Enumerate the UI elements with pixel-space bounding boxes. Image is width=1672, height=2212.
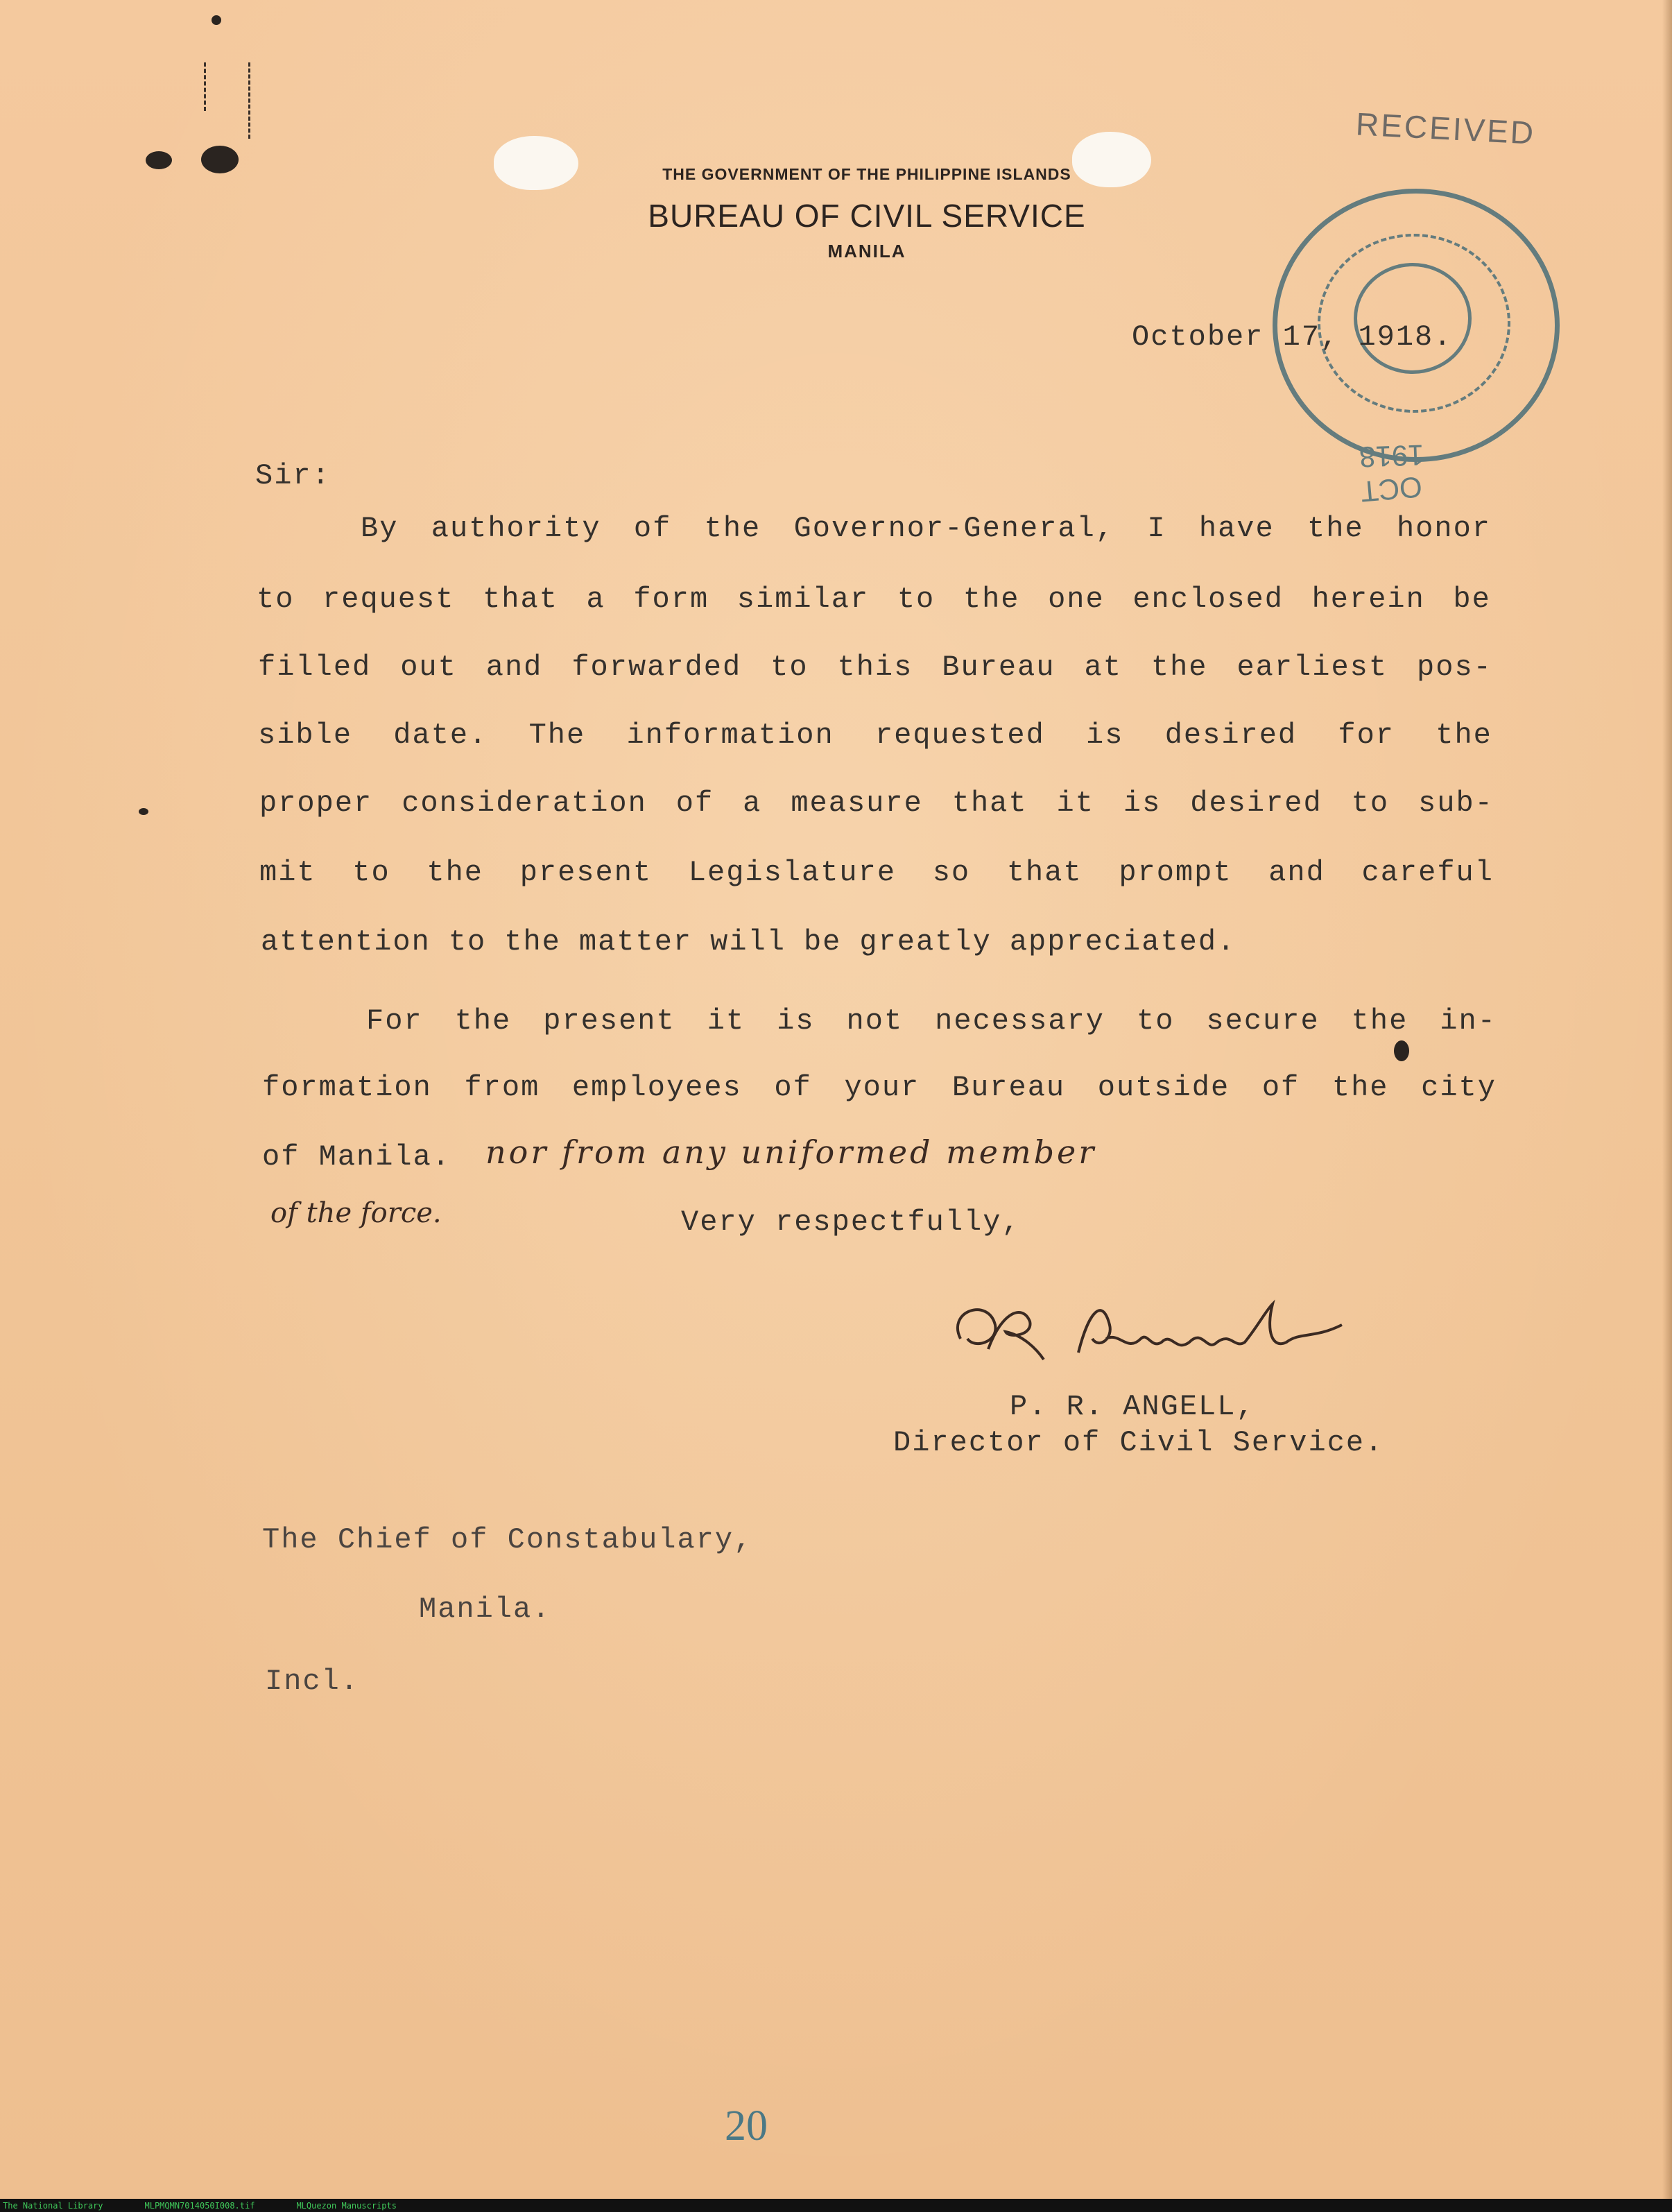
body-word: greatly	[859, 925, 992, 959]
ink-speck	[139, 808, 148, 815]
body-word: this	[837, 651, 913, 684]
body-word: requested	[874, 719, 1045, 752]
margin-mark	[204, 62, 206, 111]
body-word: be	[803, 925, 842, 959]
body-word: information	[626, 719, 834, 752]
body-word: from	[464, 1071, 540, 1104]
body-word: mit	[259, 856, 316, 889]
body-word: For	[366, 1004, 423, 1038]
body-last-line: of Manila.	[262, 1140, 451, 1174]
body-word: consideration	[402, 787, 647, 820]
body-word: herein	[1311, 583, 1425, 616]
handwritten-addition-line-1: nor from any uniformed member	[485, 1133, 1097, 1171]
body-word: similar	[736, 583, 870, 616]
body-word: city	[1421, 1071, 1497, 1104]
body-line	[258, 651, 1492, 684]
body-word: necessary	[935, 1004, 1105, 1038]
body-line	[261, 925, 1236, 959]
closing: Very respectfully,	[681, 1206, 1021, 1239]
letter-date: October 17, 1918.	[1132, 320, 1453, 354]
body-word: the	[454, 1004, 512, 1038]
body-line	[361, 512, 1491, 545]
archive-footer	[0, 2199, 1672, 2212]
body-word: and	[1268, 856, 1325, 889]
margin-mark	[248, 62, 250, 139]
paper-edge	[1662, 0, 1672, 2199]
body-word: Bureau	[942, 651, 1055, 684]
footer-library: The National Library	[3, 2200, 103, 2211]
body-word: desired	[1190, 787, 1322, 820]
body-word: secure	[1206, 1004, 1320, 1038]
body-word: of	[1261, 1071, 1300, 1104]
body-word: the	[504, 925, 561, 959]
body-word: a	[586, 583, 605, 616]
body-word: form	[633, 583, 709, 616]
body-word: to	[770, 651, 809, 684]
received-stamp: RECEIVED	[1354, 105, 1537, 151]
body-word: it	[1056, 787, 1094, 820]
body-word: employees	[571, 1071, 742, 1104]
body-word: to	[257, 583, 295, 616]
body-word: formation	[262, 1071, 432, 1104]
body-line	[262, 1071, 1497, 1104]
body-word: request	[322, 583, 455, 616]
letterhead-bureau: BUREAU OF CIVIL SERVICE	[648, 198, 1086, 234]
body-word: the	[1351, 1004, 1408, 1038]
body-word: to	[1351, 787, 1390, 820]
signer-title: Director of Civil Service.	[893, 1426, 1384, 1459]
body-word: By	[361, 512, 399, 545]
body-line	[257, 583, 1491, 616]
body-word: forwarded	[571, 651, 742, 684]
body-word: The	[528, 719, 586, 752]
body-word: one	[1048, 583, 1105, 616]
body-word: it	[707, 1004, 745, 1038]
body-word: the	[963, 583, 1020, 616]
body-word: proper	[259, 787, 373, 820]
body-word: will	[710, 925, 786, 959]
body-word: the	[1331, 1071, 1389, 1104]
body-word: pos-	[1417, 651, 1492, 684]
ink-speck	[212, 15, 221, 25]
handwritten-signature	[940, 1283, 1356, 1373]
body-word: prompt	[1119, 856, 1232, 889]
body-word: out	[400, 651, 457, 684]
body-word: to	[448, 925, 487, 959]
body-word: have	[1198, 512, 1275, 545]
body-word: for	[1338, 719, 1395, 752]
seal-year: 1918	[1359, 438, 1425, 474]
page-number: 20	[725, 2102, 768, 2150]
body-word: in-	[1440, 1004, 1497, 1038]
body-word: filled	[258, 651, 372, 684]
body-word: desired	[1164, 719, 1298, 752]
body-word: to	[897, 583, 936, 616]
enclosure-note: Incl.	[265, 1665, 360, 1698]
body-word: Bureau	[951, 1071, 1066, 1104]
body-word: is	[1123, 787, 1162, 820]
body-word: I	[1147, 512, 1166, 545]
seal-month: OCT	[1359, 470, 1424, 508]
signer-name: P. R. ANGELL,	[1010, 1390, 1255, 1423]
footer-file: MLPMQMN7014050I008.tif	[144, 2200, 255, 2211]
body-word: a	[743, 787, 762, 820]
body-word: Legislature	[688, 856, 897, 889]
body-word: appreciated.	[1009, 925, 1236, 959]
body-line	[259, 787, 1494, 820]
body-word: the	[426, 856, 484, 889]
body-word: sub-	[1418, 787, 1494, 820]
ink-speck	[146, 151, 172, 169]
letterhead-city: MANILA	[827, 241, 906, 262]
body-word: outside	[1097, 1071, 1230, 1104]
body-word: the	[704, 512, 761, 545]
body-word: that	[483, 583, 558, 616]
body-line	[258, 719, 1492, 752]
ink-speck	[1394, 1040, 1409, 1061]
body-word: at	[1084, 651, 1122, 684]
body-word: measure	[791, 787, 923, 820]
body-word: the	[1436, 719, 1492, 752]
body-word: to	[352, 856, 390, 889]
ink-speck	[201, 146, 239, 173]
body-word: the	[1307, 512, 1364, 545]
body-word: earliest	[1236, 651, 1388, 684]
body-line	[366, 1004, 1497, 1038]
handwritten-addition-line-2: of the force.	[270, 1197, 442, 1229]
body-word: date.	[393, 719, 488, 752]
body-word: honor	[1396, 512, 1491, 545]
body-word: your	[844, 1071, 920, 1104]
body-line	[259, 856, 1494, 889]
addressee-city: Manila.	[419, 1593, 551, 1626]
addressee: The Chief of Constabulary,	[262, 1523, 753, 1557]
body-word: Governor-General,	[793, 512, 1115, 545]
letterhead-government: THE GOVERNMENT OF THE PHILIPPINE ISLANDS	[662, 165, 1071, 183]
body-word: of	[633, 512, 672, 545]
body-word: enclosed	[1132, 583, 1284, 616]
body-word: that	[951, 787, 1028, 820]
salutation: Sir:	[255, 459, 331, 492]
body-word: so	[932, 856, 971, 889]
body-word: authority	[431, 512, 601, 545]
body-word: present	[543, 1004, 675, 1038]
body-word: of	[675, 787, 714, 820]
body-word: the	[1150, 651, 1208, 684]
body-word: sible	[258, 719, 353, 752]
seal-core-ring	[1354, 263, 1472, 374]
body-word: is	[777, 1004, 815, 1038]
footer-collection: MLQuezon Manuscripts	[296, 2200, 397, 2211]
body-word: not	[846, 1004, 904, 1038]
body-word: attention	[261, 925, 431, 959]
body-word: be	[1453, 583, 1491, 616]
body-word: to	[1137, 1004, 1175, 1038]
body-word: present	[519, 856, 653, 889]
body-word: that	[1006, 856, 1083, 889]
body-word: and	[485, 651, 543, 684]
body-word: of	[774, 1071, 812, 1104]
punch-hole-left	[494, 136, 578, 190]
body-word: is	[1086, 719, 1124, 752]
body-word: careful	[1361, 856, 1494, 889]
body-word: matter	[578, 925, 693, 959]
